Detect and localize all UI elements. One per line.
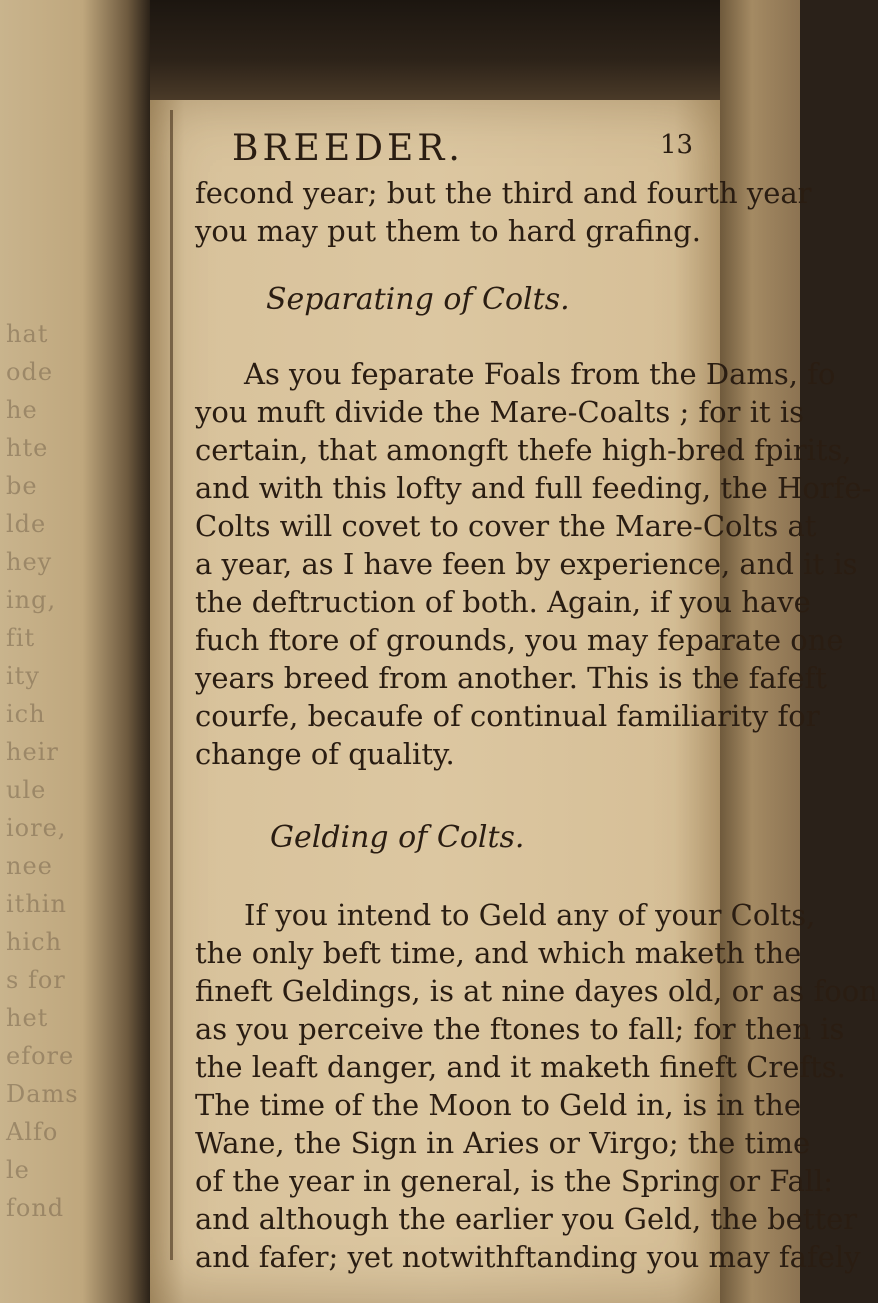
bleed-through-word: be — [6, 472, 38, 500]
body-line: As you feparate Foals from the Dams, fo — [244, 357, 836, 391]
body-line: and fafer; yet notwithftanding you may fafely — [195, 1240, 861, 1274]
section-heading-gelding: Gelding of Colts. — [270, 820, 525, 855]
binding-line — [170, 110, 173, 1260]
bleed-through-word: iore, — [6, 814, 67, 842]
bleed-through-word: s for — [6, 966, 66, 994]
bleed-through-word: hte — [6, 434, 49, 462]
bleed-through-word: efore — [6, 1042, 75, 1070]
body-line: certain, that amongft thefe high-bred fpirits, — [195, 433, 852, 467]
body-line: fuch ftore of grounds, you may feparate one — [195, 623, 844, 657]
body-line: and with this lofty and full feeding, the Horfe- — [195, 471, 872, 505]
bleed-through-word: ode — [6, 358, 54, 386]
bleed-through-word: he — [6, 396, 38, 424]
bleed-through-word: ing, — [6, 586, 57, 614]
body-line: change of quality. — [195, 737, 455, 771]
body-line: Wane, the Sign in Aries or Virgo; the time — [195, 1126, 811, 1160]
body-line: of the year in general, is the Spring or Fall: — [195, 1164, 834, 1198]
page-number: 13 — [660, 130, 694, 160]
section-heading-separating: Separating of Colts. — [266, 282, 570, 317]
bleed-through-word: hich — [6, 928, 63, 956]
running-head: BREEDER. — [232, 128, 464, 169]
body-line: The time of the Moon to Geld in, is in the — [195, 1088, 801, 1122]
bleed-through-word: Dams — [6, 1080, 79, 1108]
body-line: you muft divide the Mare-Coalts ; for it is — [195, 395, 805, 429]
bleed-through-word: het — [6, 1004, 49, 1032]
bleed-through-word: hat — [6, 320, 49, 348]
body-line: as you perceive the ftones to fall; for then is — [195, 1012, 845, 1046]
bleed-through-word: nee — [6, 852, 53, 880]
body-line: years breed from another. This is the fafeft — [195, 661, 827, 695]
bleed-through-word: fit — [6, 624, 36, 652]
body-line: and although the earlier you Geld, the better — [195, 1202, 858, 1236]
bleed-through-word: ich — [6, 700, 46, 728]
bleed-through-word: fond — [6, 1194, 65, 1222]
body-line: a year, as I have feen by experience, and it is — [195, 547, 858, 581]
bleed-through-word: heir — [6, 738, 59, 766]
page-top-shadow — [150, 0, 720, 100]
body-line: fineft Geldings, is at nine dayes old, or as foon — [195, 974, 878, 1008]
bleed-through-word: ity — [6, 662, 40, 690]
body-line: you may put them to hard grafing. — [195, 214, 701, 248]
body-line: Colts will covet to cover the Mare-Colts at — [195, 509, 817, 543]
bleed-through-word: hey — [6, 548, 53, 576]
body-line: If you intend to Geld any of your Colts, — [244, 898, 816, 932]
bleed-through-word: lde — [6, 510, 47, 538]
bleed-through-word: ule — [6, 776, 47, 804]
body-line: the deftruction of both. Again, if you have — [195, 585, 811, 619]
bleed-through-word: Alfo — [6, 1118, 59, 1146]
body-line: fecond year; but the third and fourth year — [195, 176, 812, 210]
bleed-through-word: ithin — [6, 890, 67, 918]
body-line: courfe, becaufe of continual familiarity for — [195, 699, 820, 733]
body-line: the leaft danger, and it maketh fineft Crefts. — [195, 1050, 846, 1084]
bleed-through-word: le — [6, 1156, 30, 1184]
body-line: the only beft time, and which maketh the — [195, 936, 802, 970]
